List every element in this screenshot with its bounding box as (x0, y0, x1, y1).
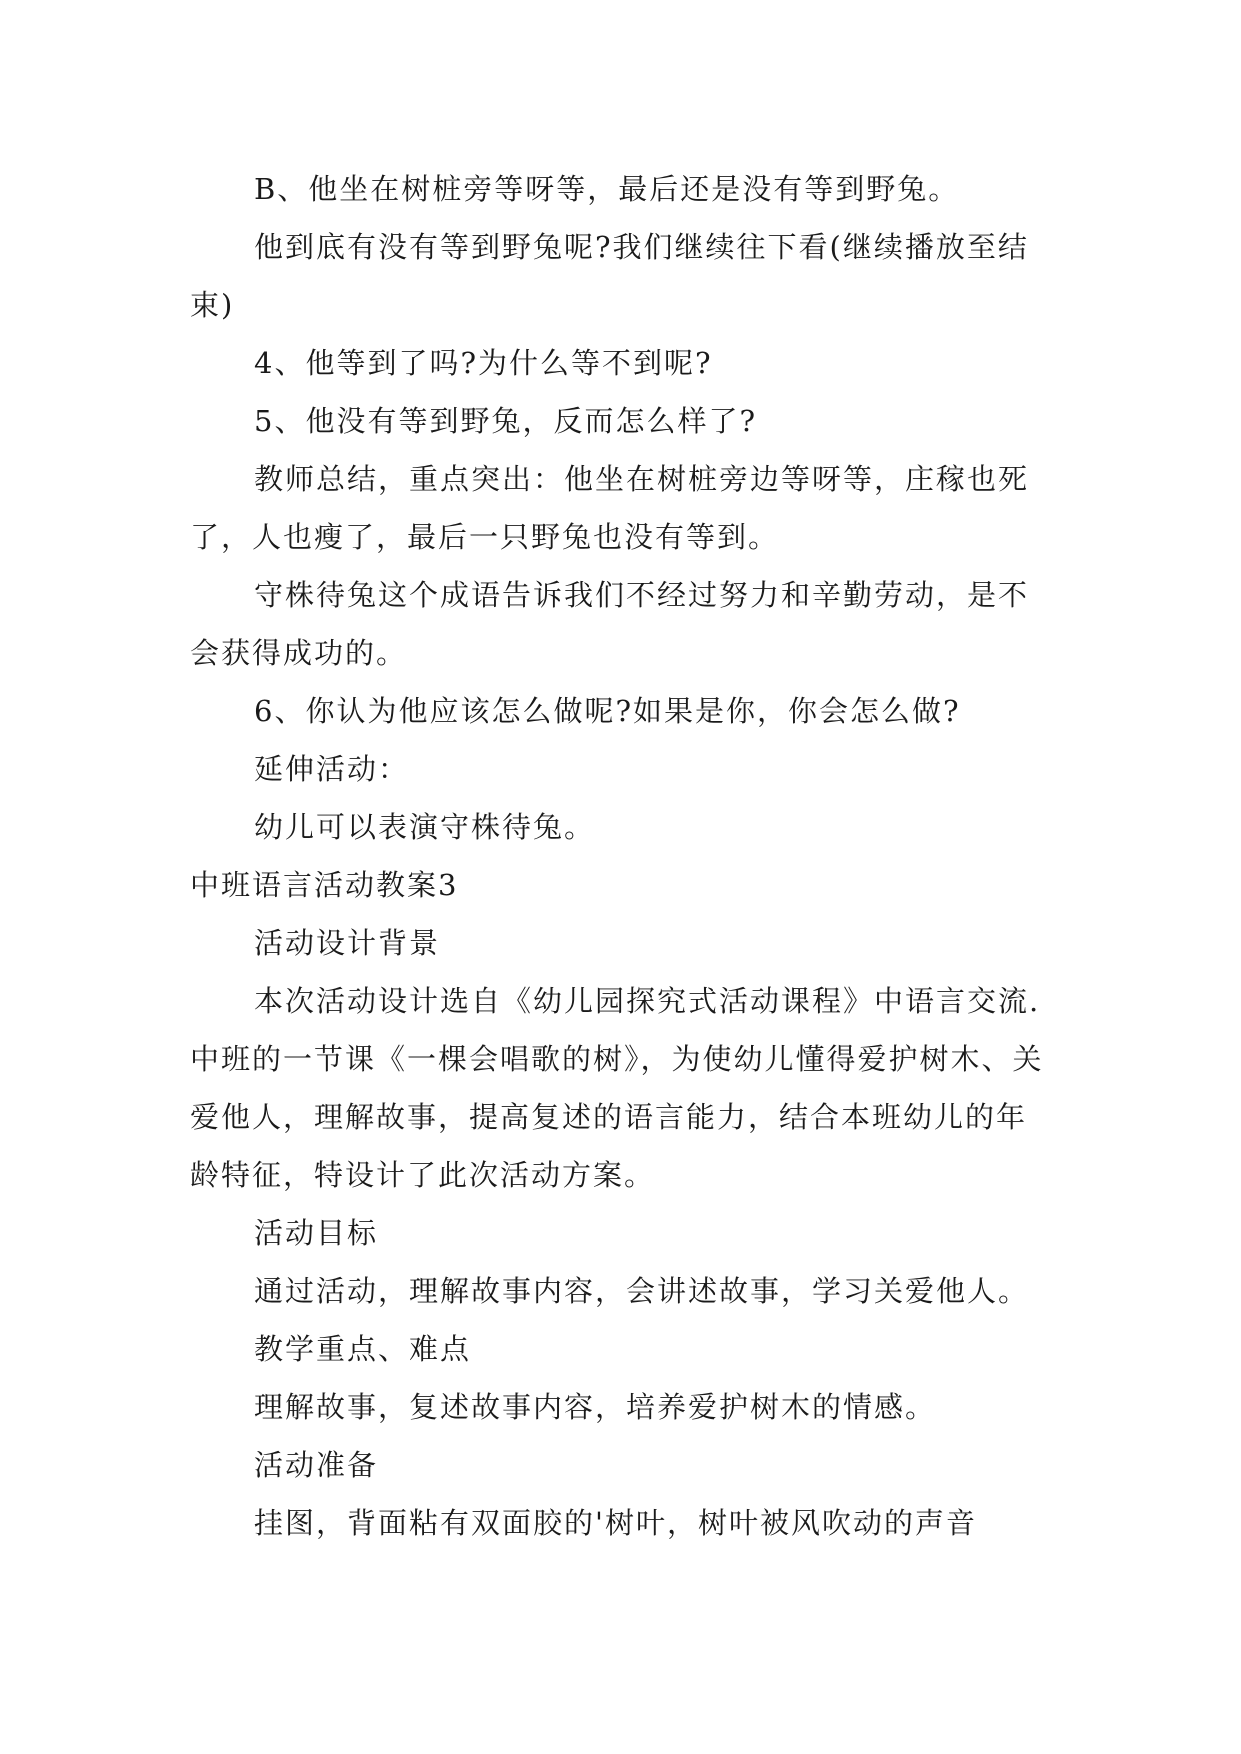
paragraph: 4、他等到了吗?为什么等不到呢? (254, 346, 713, 380)
paragraph: 6、你认为他应该怎么做呢?如果是你，你会怎么做? (254, 694, 961, 728)
paragraph: 守株待兔这个成语告诉我们不经过努力和辛勤劳动，是不会获得成功的。 (190, 578, 1030, 670)
paragraph: 5、他没有等到野兔，反而怎么样了? (254, 404, 757, 438)
section-heading: 中班语言活动教案3 (190, 868, 459, 902)
paragraph: 教师总结，重点突出：他坐在树桩旁边等呀等，庄稼也死了，人也瘦了，最后一只野兔也没有等到。 (190, 462, 1030, 554)
paragraph: 理解故事，复述故事内容，培养爱护树木的情感。 (254, 1390, 937, 1424)
subheading: 活动目标 (254, 1216, 379, 1250)
subheading: 活动准备 (254, 1448, 379, 1482)
subheading: 活动设计背景 (254, 926, 441, 960)
document-body (190, 160, 1052, 1552)
paragraph: 挂图，背面粘有双面胶的'树叶，树叶被风吹动的声音 (254, 1506, 977, 1540)
paragraph: 幼儿可以表演守株待兔。 (254, 810, 596, 844)
paragraph: 延伸活动： (254, 752, 410, 786)
paragraph: 通过活动，理解故事内容，会讲述故事，学习关爱他人。 (254, 1274, 1030, 1308)
paragraph: 本次活动设计选自《幼儿园探究式活动课程》中语言交流.中班的一节课《一棵会唱歌的树》，为使幼儿懂得爱护树木、关爱他人，理解故事，提高复述的语言能力，结合本班幼儿的年龄特征，特设计了此次活动方案。 (190, 984, 1044, 1192)
subheading: 教学重点、难点 (254, 1332, 472, 1366)
paragraph: 他到底有没有等到野兔呢?我们继续往下看(继续播放至结束) (190, 230, 1029, 322)
paragraph: B、他坐在树桩旁等呀等，最后还是没有等到野兔。 (254, 172, 960, 206)
